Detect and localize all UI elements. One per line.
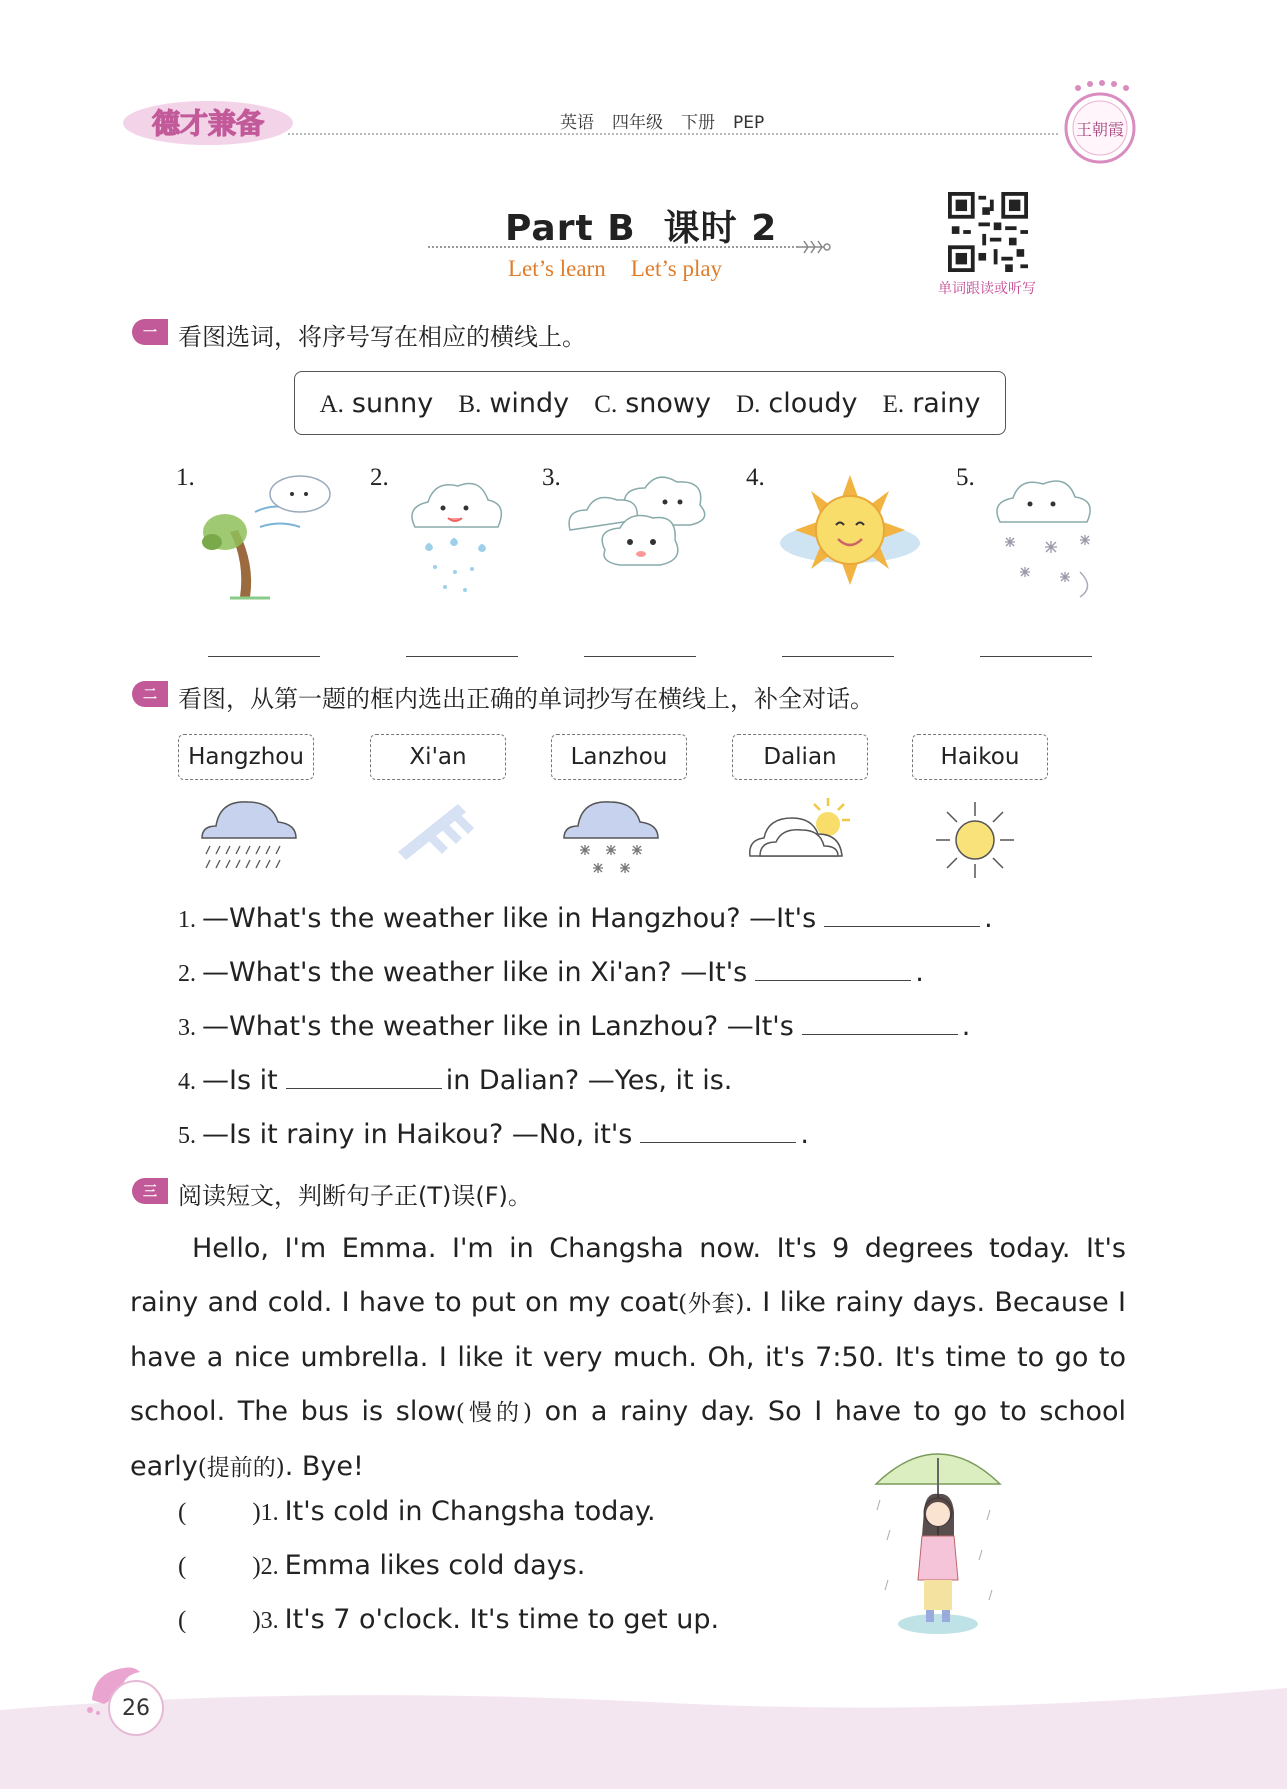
snow-icon [560,796,662,882]
rainy-cloud-picture [400,472,510,602]
footer-wave [0,1680,1287,1789]
snowy-picture [985,472,1105,602]
option-c: C. snowy [594,387,711,419]
statement-1: ( )1. It's cold in Changsha today. [178,1496,656,1527]
rain-icon [198,796,300,876]
answer-blank-2[interactable] [406,656,518,657]
city-card-lanzhou: Lanzhou [551,734,687,780]
dialogue-2-blank[interactable] [755,956,911,981]
dialogue-4-blank[interactable] [286,1064,442,1089]
option-a: A. sunny [319,387,434,419]
city-card-haikou: Haikou [912,734,1048,780]
svg-text:德才兼备: 德才兼备 [151,107,265,140]
answer-blank-5[interactable] [980,656,1092,657]
girl-with-umbrella-picture [870,1440,1006,1640]
windy-tree-picture [200,472,340,602]
dialogue-5-blank[interactable] [640,1118,796,1143]
cloudy-icon [746,796,856,862]
item-4-number: 4. [746,464,765,491]
answer-blank-4[interactable] [782,656,894,657]
section-3-instruction: 阅读短文，判断句子正(T)误(F)。 [178,1182,532,1210]
lesson-subtitle: Let’s learn Let’s play [508,256,723,281]
option-b: B. windy [458,387,570,419]
reading-passage: Hello, I'm Emma. I'm in Changsha now. It's 9 degrees today. It's rainy and cold. I have to put on my coat(外套). I like rainy days. Because I have a nice umbrella. I like it very much. Oh, it's 7:50. It's time to go to school. The bus is slow(慢的) on a rainy day. So I have to go to school early(提前的). Bye! [130,1233,1127,1482]
section-1-instruction: 看图选词，将序号写在相应的横线上。 [178,323,586,351]
wind-icon [398,800,484,860]
city-card-xian: Xi'an [370,734,506,780]
fish-icon [796,236,832,258]
qr-code-icon[interactable] [948,192,1028,272]
qr-caption: 单词跟读或听写 [938,281,1036,297]
dialogue-1-blank[interactable] [824,902,980,927]
item-1-number: 1. [176,464,195,491]
option-e: E. rainy [882,387,981,419]
dialogue-4: 4. —Is it in Dalian? —Yes, it is. [178,1065,733,1096]
section-2-instruction: 看图，从第一题的框内选出正确的单词抄写在横线上，补全对话。 [178,685,874,713]
option-d: D. cloudy [736,387,858,419]
book-info: 英语 四年级 下册 PEP [560,113,765,133]
page-title: Part B 课时 2 [505,208,778,249]
title-underline [428,246,798,248]
answer-blank-3[interactable] [584,656,696,657]
sun-icon [934,800,1016,880]
header-divider [288,133,1058,135]
section-2-tag: 二 [132,681,168,707]
city-card-hangzhou: Hangzhou [178,734,314,780]
cloudy-picture [565,470,715,580]
item-3-number: 3. [542,464,561,491]
section-1-tag: 一 [132,319,168,345]
answer-blank-1[interactable] [208,656,320,657]
dialogue-3-blank[interactable] [802,1010,958,1035]
sunny-picture [778,475,923,585]
page-number: 26 [108,1680,164,1736]
statement-2: ( )2. Emma likes cold days. [178,1550,586,1581]
dialogue-5: 5. —Is it rainy in Haikou? —No, it's . [178,1119,809,1150]
statement-3: ( )3. It's 7 o'clock. It's time to get up. [178,1604,720,1635]
section-3-tag: 三 [132,1178,168,1204]
dialogue-2: 2. —What's the weather like in Xi'an? —It's . [178,957,924,988]
dialogue-3: 3. —What's the weather like in Lanzhou? —It's . [178,1011,971,1042]
city-card-dalian: Dalian [732,734,868,780]
publisher-seal [1060,80,1140,170]
word-options-box [294,371,1006,435]
item-2-number: 2. [370,464,389,491]
svg-text:王朝霞: 王朝霞 [1075,120,1125,139]
dialogue-1: 1. —What's the weather like in Hangzhou? —It's . [178,903,993,934]
brand-logo [118,96,293,146]
item-5-number: 5. [956,464,975,491]
